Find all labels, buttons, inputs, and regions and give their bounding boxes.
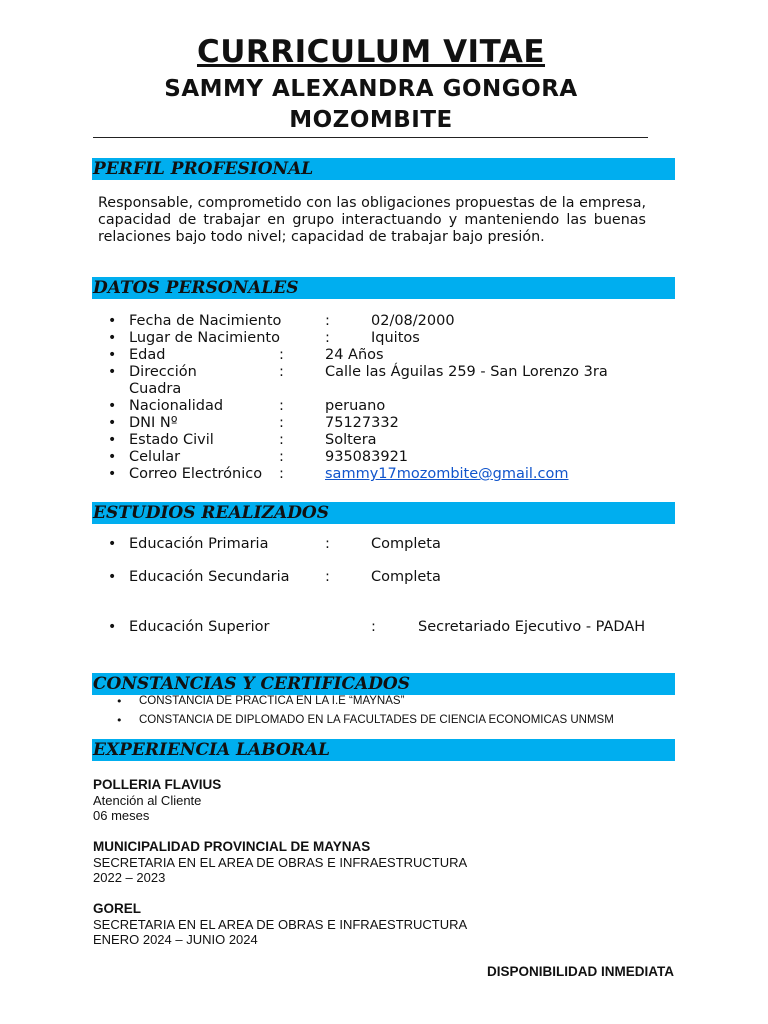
section-title-estudios: ESTUDIOS REALIZADOS [93,503,330,523]
certificate-item [0,714,768,730]
section-header-perfil [92,158,675,180]
section-title-experiencia: EXPERIENCIA LABORAL [93,740,330,760]
bullet-icon: • [116,695,123,708]
candidate-name [110,74,632,136]
colon: : [325,330,330,346]
certificate-text: CONSTANCIA DE PRACTICA EN LA I.E “MAYNAS” [139,695,405,707]
bullet-icon: • [108,364,117,380]
colon: : [325,536,330,552]
personal-value: Soltera [325,432,377,448]
bullet-icon: • [108,432,117,448]
experience-period: 06 meses [93,808,150,823]
colon: : [279,347,284,363]
bullet-icon: • [108,449,117,465]
experience-entry [93,901,467,948]
personal-value: Calle las Águilas 259 - San Lorenzo 3ra [325,364,608,380]
study-label: Educación Primaria [129,536,269,552]
study-label: Educación Superior [129,619,270,635]
personal-value: 02/08/2000 [371,313,455,329]
personal-value: 935083921 [325,449,409,465]
experience-entry [93,839,467,886]
title-divider [93,137,648,138]
personal-value: 24 Años [325,347,384,363]
personal-label: Edad [129,347,166,363]
section-header-datos [92,277,675,299]
candidate-name-line1: SAMMY ALEXANDRA GONGORA [164,76,578,102]
experience-role: Atención al Cliente [93,792,202,808]
section-title-constancias: CONSTANCIAS Y CERTIFICADOS [93,674,411,694]
personal-label: Celular [129,449,181,465]
section-header-constancias [92,673,675,695]
bullet-icon: • [108,619,117,635]
colon: : [279,449,284,465]
experience-company: MUNICIPALIDAD PROVINCIAL DE MAYNAS [93,839,371,854]
experience-role: SECRETARIA EN EL AREA DE OBRAS E INFRAESTRUCTURA [93,854,468,870]
experience-company: POLLERIA FLAVIUS [93,777,222,792]
study-value: Completa [371,536,441,552]
experience-company: GOREL [93,901,142,916]
certificate-text: CONSTANCIA DE DIPLOMADO EN LA FACULTADES DE CIENCIA ECONOMICAS UNMSM [139,714,614,726]
colon: : [371,619,376,635]
colon: : [279,466,284,482]
perfil-text: Responsable, comprometido con las obligaciones propuestas de la empresa, capacidad de trabajar en grupo interactuando y manteniendo las buenas relaciones bajo todo nivel; capacidad de trabajar bajo presión. [98,195,646,245]
certificate-item [0,695,768,711]
document-title: CURRICULUM VITAE [196,34,546,70]
colon: : [279,415,284,431]
bullet-icon: • [108,330,117,346]
personal-value: peruano [325,398,386,414]
personal-value: 75127332 [325,415,399,431]
bullet-icon: • [108,536,117,552]
personal-label: Nacionalidad [129,398,224,414]
colon: : [325,313,330,329]
bullet-icon: • [108,313,117,329]
study-value: Completa [371,569,441,585]
personal-label-continuation: Cuadra [129,381,182,397]
email-link[interactable]: sammy17mozombite@gmail.com [325,466,569,482]
bullet-icon: • [108,415,117,431]
bullet-icon: • [116,714,123,727]
bullet-icon: • [108,347,117,363]
section-header-estudios [92,502,675,524]
personal-value: Iquitos [371,330,420,346]
section-header-experiencia [92,739,675,761]
personal-label: Fecha de Nacimiento [129,313,282,329]
personal-label: DNI Nº [129,415,178,431]
colon: : [279,364,284,380]
experience-role: SECRETARIA EN EL AREA DE OBRAS E INFRAESTRUCTURA [93,916,468,932]
experience-period: ENERO 2024 – JUNIO 2024 [93,932,258,947]
colon: : [279,432,284,448]
candidate-name-line2: MOZOMBITE [289,107,453,133]
bullet-icon: • [108,466,117,482]
personal-label: Dirección [129,364,197,380]
availability-note: DISPONIBILIDAD INMEDIATA [487,964,674,979]
colon: : [325,569,330,585]
personal-label: Lugar de Nacimiento [129,330,280,346]
section-title-datos: DATOS PERSONALES [93,278,299,298]
bullet-icon: • [108,569,117,585]
study-value: Secretariado Ejecutivo - PADAH [418,619,646,635]
colon: : [279,398,284,414]
experience-period: 2022 – 2023 [93,870,166,885]
personal-label: Estado Civil [129,432,214,448]
experience-entry [93,777,221,824]
bullet-icon: • [108,398,117,414]
section-title-perfil: PERFIL PROFESIONAL [93,159,314,179]
personal-label: Correo Electrónico [129,466,263,482]
study-label: Educación Secundaria [129,569,290,585]
